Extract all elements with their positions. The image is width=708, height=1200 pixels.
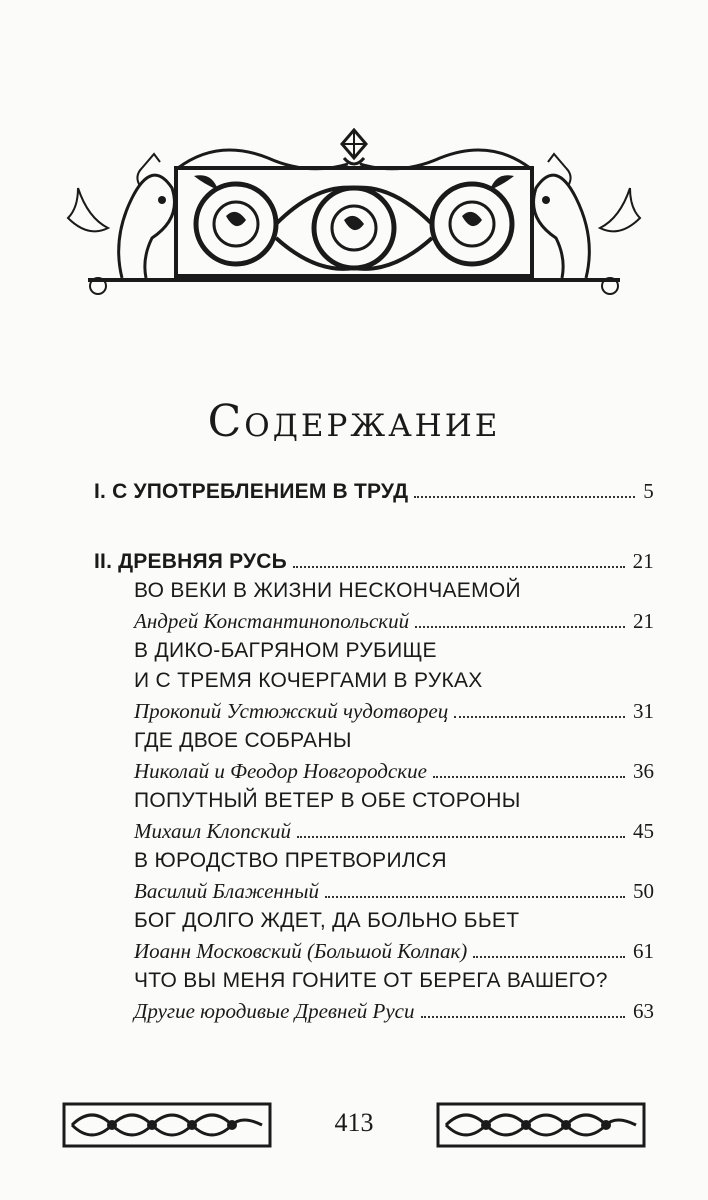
entry-author: Иоанн Московский (Большой Колпак) — [134, 936, 473, 966]
dot-leader — [414, 496, 635, 498]
footer-ornament-right — [436, 1102, 646, 1148]
entry-page: 50 — [633, 879, 654, 903]
dot-leader — [293, 566, 625, 568]
toc-section-1[interactable] — [94, 476, 654, 506]
section-label: I. С УПОТРЕБЛЕНИЕМ В ТРУД — [94, 477, 414, 507]
dot-leader — [325, 896, 625, 898]
entry-heading-line-2: И С ТРЕМЯ КОЧЕРГАМИ В РУКАХ — [134, 669, 483, 692]
page-title: Содержание — [207, 396, 501, 447]
entry-heading: БОГ ДОЛГО ЖДЕТ, ДА БОЛЬНО БЬЕТ — [134, 909, 520, 932]
entry-author: Андрей Константинопольский — [134, 606, 415, 636]
toc-entry[interactable] — [94, 816, 654, 846]
toc-entry[interactable] — [94, 936, 654, 966]
entry-page: 45 — [633, 819, 654, 843]
toc-entry[interactable] — [94, 756, 654, 786]
section-page: 21 — [632, 549, 654, 573]
page-number: 413 — [334, 1108, 374, 1137]
entry-heading: ЧТО ВЫ МЕНЯ ГОНИТЕ ОТ БЕРЕГА ВАШЕГО? — [134, 969, 608, 992]
dot-leader — [297, 836, 625, 838]
toc-entry[interactable] — [94, 606, 654, 636]
entry-author: Николай и Феодор Новгородские — [134, 756, 433, 786]
entry-page: 63 — [633, 999, 654, 1023]
entry-page: 36 — [633, 759, 654, 783]
entry-author: Михаил Клопский — [134, 816, 297, 846]
bleed-through — [703, 60, 708, 83]
entry-heading: ПОПУТНЫЙ ВЕТЕР В ОБЕ СТОРОНЫ — [134, 789, 521, 812]
dot-leader — [454, 716, 625, 718]
entry-heading: В ДИКО-БАГРЯНОМ РУБИЩЕ — [134, 639, 437, 662]
entry-page: 31 — [633, 699, 654, 723]
section-label: II. ДРЕВНЯЯ РУСЬ — [94, 547, 293, 577]
table-of-contents — [94, 476, 654, 1026]
dot-leader — [473, 956, 625, 958]
dot-leader — [415, 626, 625, 628]
dot-leader — [421, 1016, 626, 1018]
entry-author: Прокопий Устюжский чудотворец — [134, 696, 454, 726]
toc-entry[interactable] — [94, 876, 654, 906]
section-page: 5 — [643, 479, 654, 503]
toc-entry[interactable] — [94, 996, 654, 1026]
entry-heading: ВО ВЕКИ В ЖИЗНИ НЕСКОНЧАЕМОЙ — [134, 579, 521, 602]
entry-page: 21 — [633, 609, 654, 633]
dot-leader — [433, 776, 625, 778]
entry-author: Другие юродивые Древней Руси — [134, 996, 421, 1026]
header-ornament — [58, 128, 650, 306]
entry-heading: В ЮРОДСТВО ПРЕТВОРИЛСЯ — [134, 849, 447, 872]
entry-page: 61 — [633, 939, 654, 963]
entry-heading: ГДЕ ДВОЕ СОБРАНЫ — [134, 729, 352, 752]
toc-entry[interactable] — [94, 696, 654, 726]
toc-section-2[interactable] — [94, 546, 654, 576]
entry-author: Василий Блаженный — [134, 876, 325, 906]
